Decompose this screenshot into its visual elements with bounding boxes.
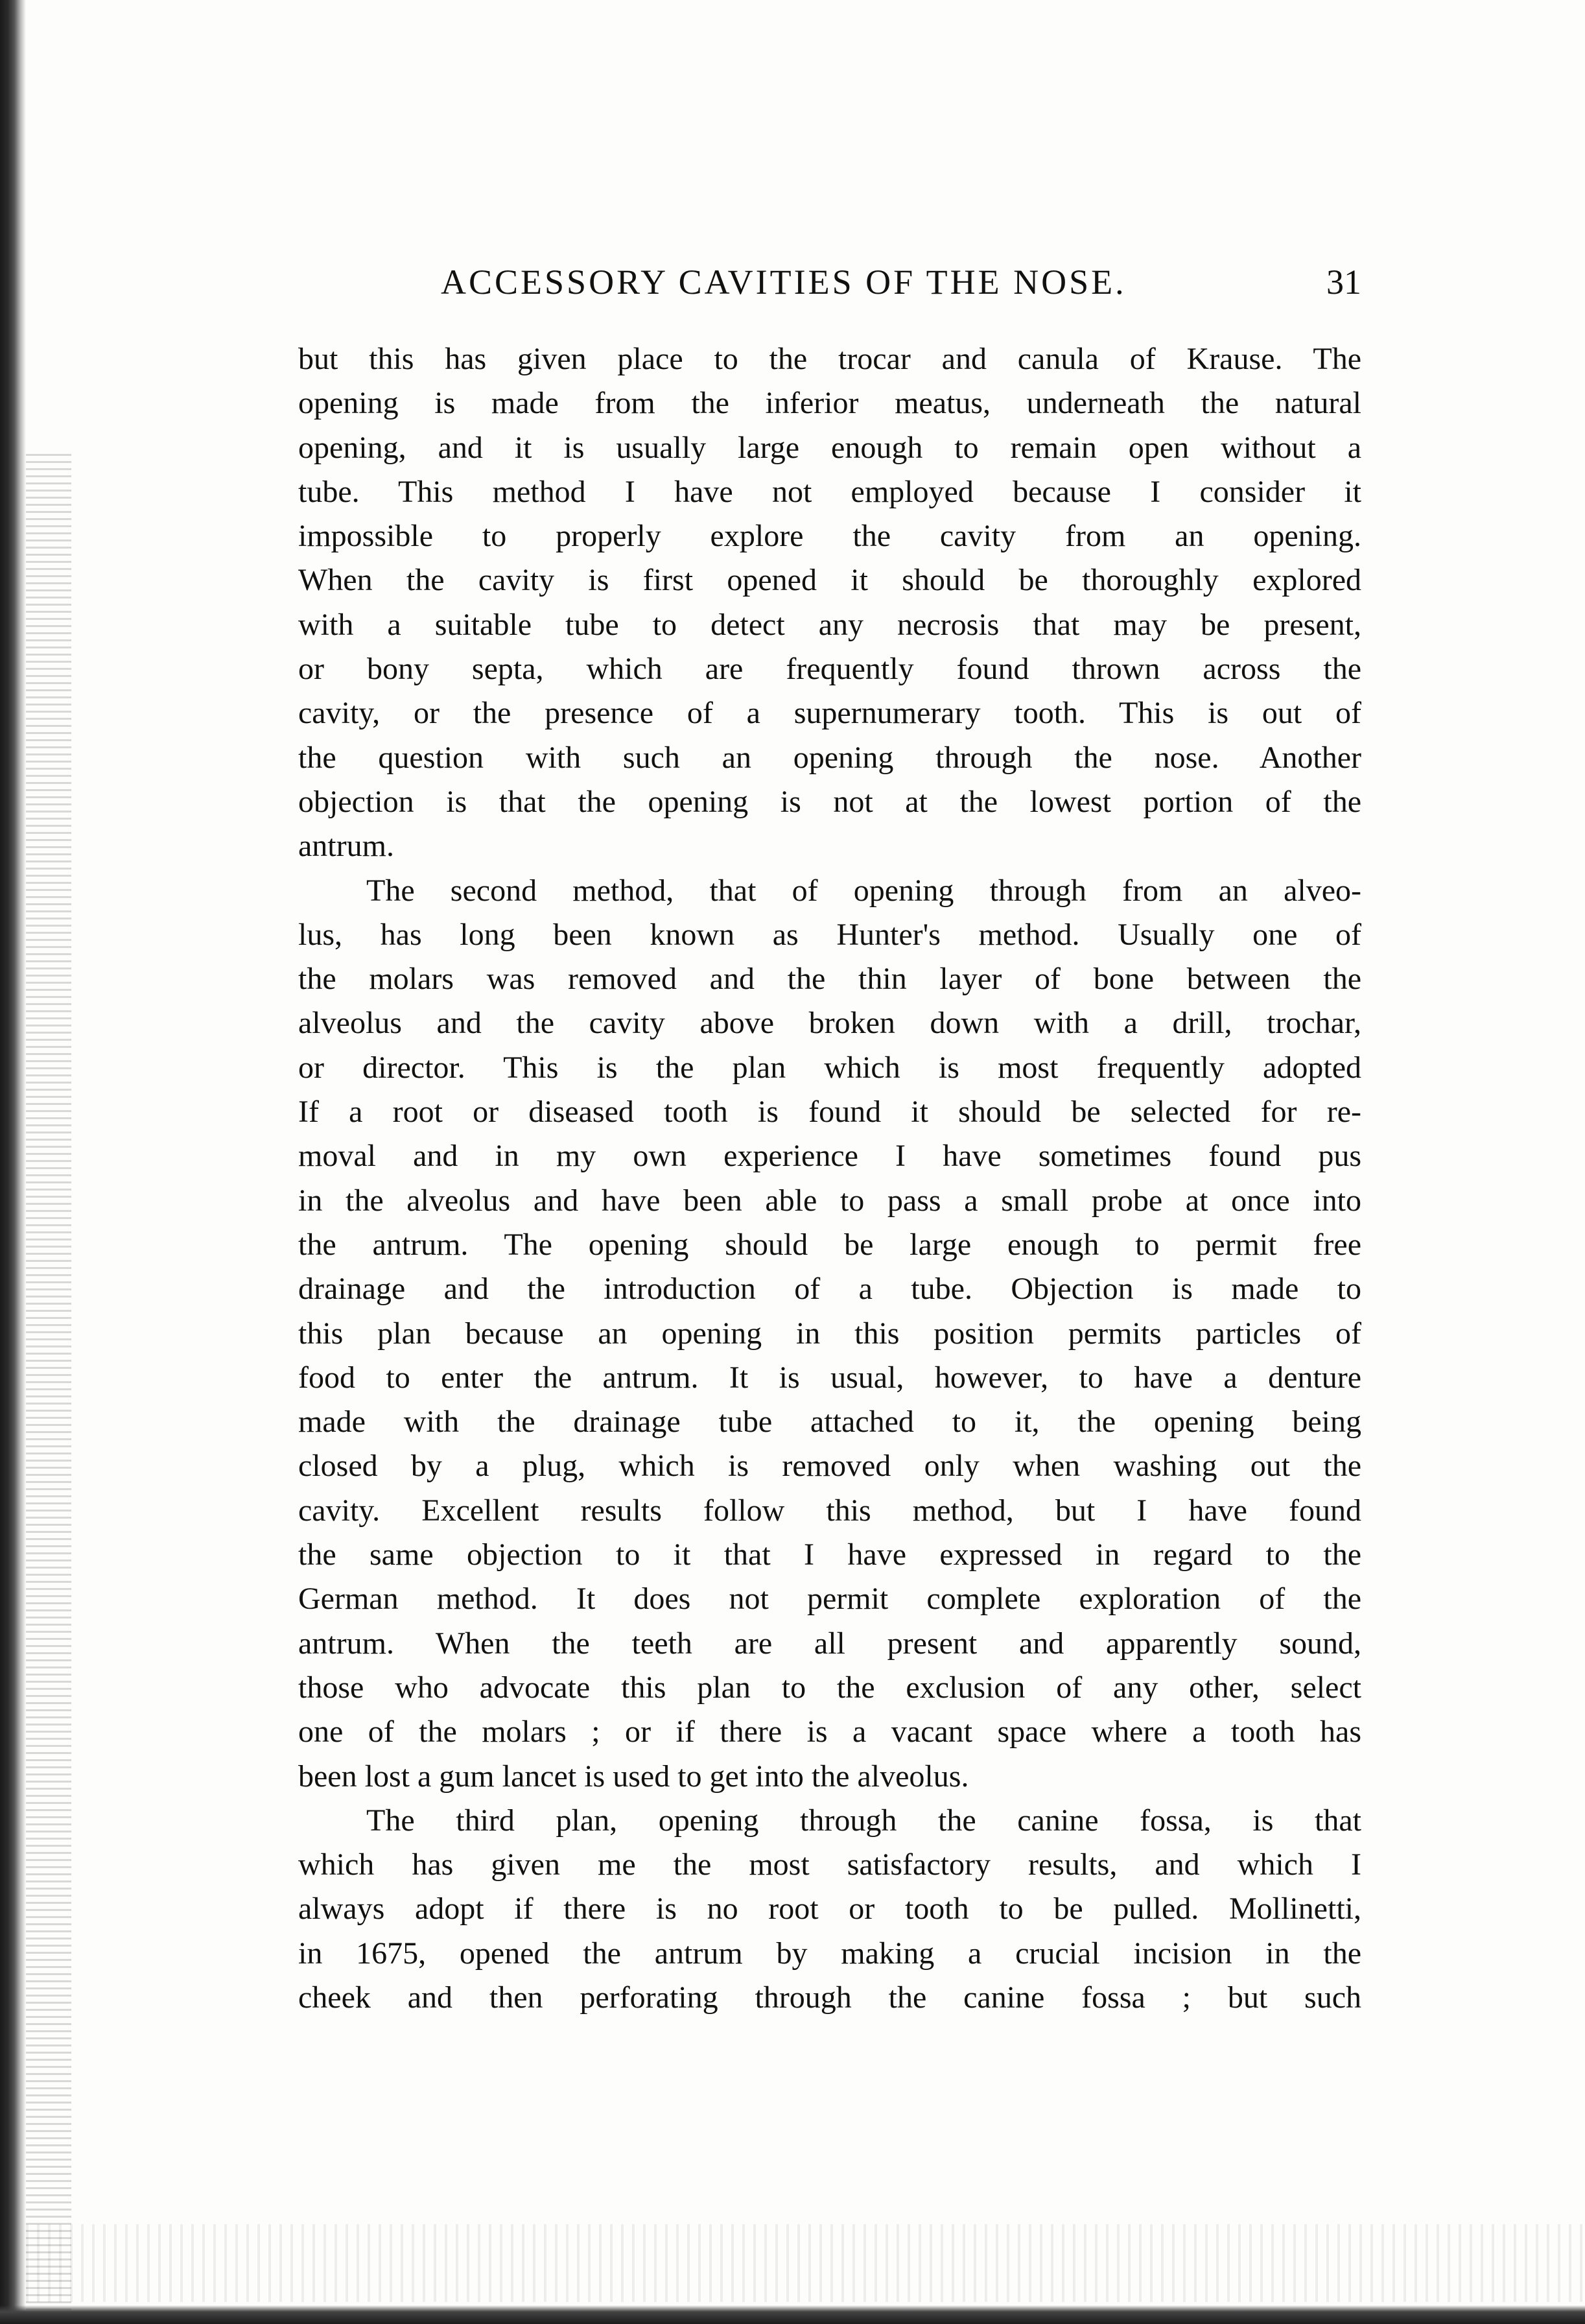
text-line: objection is that the opening is not at the lowest portion of the — [298, 784, 1361, 819]
text-line: lus, has long been known as Hunter's method. Usually one of — [298, 917, 1361, 952]
text-line: moval and in my own experience I have sometimes found pus — [298, 1139, 1361, 1174]
text-line: in the alveolus and have been able to pass a small probe at once into — [298, 1183, 1361, 1218]
text-line: those who advocate this plan to the exclusion of any other, select — [298, 1670, 1361, 1705]
text-line: with a suitable tube to detect any necrosis that may be present, — [298, 607, 1361, 642]
text-line: but this has given place to the trocar and canula of Krause. The — [298, 342, 1361, 376]
text-line: cheek and then perforating through the canine fossa ; but such — [298, 1980, 1361, 2015]
text-line: German method. It does not permit complete exploration of the — [298, 1582, 1361, 1617]
bottom-edge-shadow — [0, 2305, 1585, 2324]
text-line: which has given me the most satisfactory results, and which I — [298, 1847, 1361, 1882]
text-line: the same objection to it that I have expressed in regard to the — [298, 1537, 1361, 1572]
text-line: cavity, or the presence of a supernumerary tooth. This is out of — [298, 696, 1361, 731]
bottom-scan-noise — [26, 2224, 1585, 2302]
text-line: the antrum. The opening should be large enough to permit free — [298, 1227, 1361, 1262]
text-line: or bony septa, which are frequently found thrown across the — [298, 652, 1361, 687]
text-line: been lost a gum lancet is used to get into the alveolus. — [298, 1759, 969, 1794]
body-text — [298, 337, 1361, 2020]
text-line: food to enter the antrum. It is usual, however, to have a denture — [298, 1360, 1361, 1395]
text-line: this plan because an opening in this position permits particles of — [298, 1316, 1361, 1351]
text-line: tube. This method I have not employed because I consider it — [298, 474, 1361, 509]
text-line: drainage and the introduction of a tube. Objection is made to — [298, 1272, 1361, 1307]
running-head: ACCESSORY CAVITIES OF THE NOSE. — [441, 263, 1127, 302]
text-line: The third plan, opening through the canine fossa, is that — [366, 1803, 1361, 1838]
text-line: closed by a plug, which is removed only when washing out the — [298, 1449, 1361, 1484]
text-line: opening is made from the inferior meatus, underneath the natural — [298, 386, 1361, 421]
text-line: cavity. Excellent results follow this method, but I have found — [298, 1493, 1361, 1528]
text-line: the question with such an opening through the nose. Another — [298, 740, 1361, 775]
binding-shadow — [0, 0, 26, 2324]
text-line: the molars was removed and the thin layer of bone between the — [298, 962, 1361, 997]
text-line: The second method, that of opening through from an alveo- — [366, 873, 1361, 908]
page-number: 31 — [1326, 263, 1361, 302]
text-line: If a root or diseased tooth is found it should be selected for re- — [298, 1095, 1361, 1130]
binding-scan-noise — [26, 454, 71, 2321]
text-line: impossible to properly explore the cavity from an opening. — [298, 519, 1361, 554]
text-line: opening, and it is usually large enough to remain open without a — [298, 430, 1361, 465]
text-line: When the cavity is first opened it should be thoroughly explored — [298, 563, 1361, 598]
text-line: one of the molars ; or if there is a vacant space where a tooth has — [298, 1714, 1361, 1749]
text-line: alveolus and the cavity above broken down with a drill, trochar, — [298, 1006, 1361, 1041]
text-line: in 1675, opened the antrum by making a crucial incision in the — [298, 1936, 1361, 1971]
text-line: made with the drainage tube attached to it, the opening being — [298, 1405, 1361, 1440]
page-header — [298, 256, 1361, 308]
text-line: or director. This is the plan which is most frequently adopted — [298, 1050, 1361, 1085]
text-line: antrum. — [298, 829, 394, 864]
text-line: always adopt if there is no root or tooth to be pulled. Mollinetti, — [298, 1891, 1361, 1927]
text-line: antrum. When the teeth are all present and apparently sound, — [298, 1626, 1361, 1661]
